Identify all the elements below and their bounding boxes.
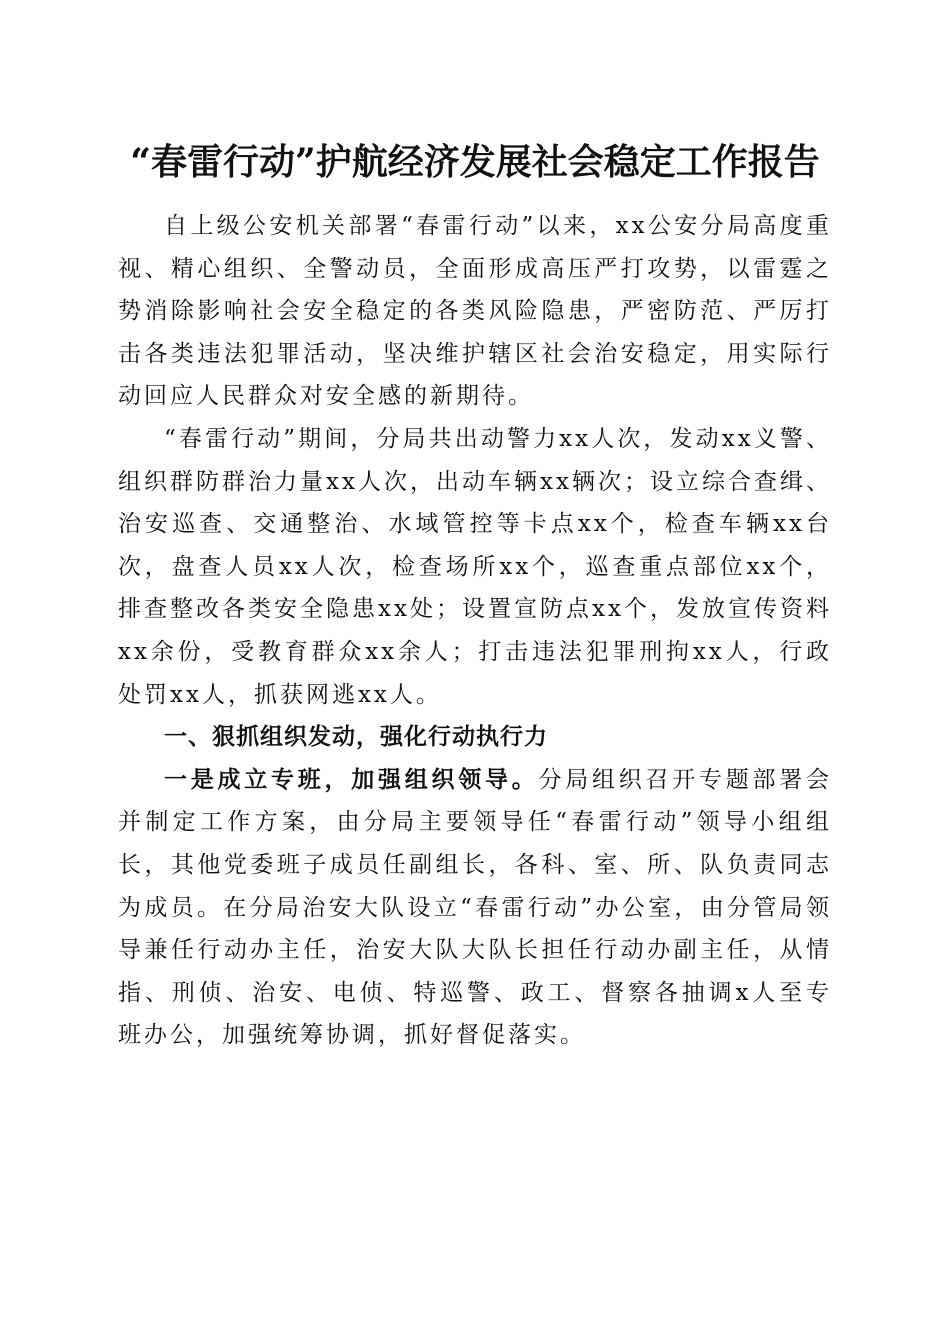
section-1-item-1-text: 分局组织召开专题部署会并制定工作方案，由分局主要领导任“春雷行动”领导小组组长，其他党委班子成员任副组长，各科、室、所、队负责同志为成员。在分局治安大队设立“春雷行动”办公室，由分管局领导兼任行动办主任，治安大队大队长担任行动办副主任，从情指、刑侦、治安、电侦、特巡警、政工、督察各抽调x人至专班办公，加强统筹协调，抓好督促落实。 <box>118 766 832 1049</box>
section-heading-1: 一、狠抓组织发动，强化行动执行力 <box>164 724 548 751</box>
intro-paragraph: 自上级公安机关部署“春雷行动”以来，xx公安分局高度重视、精心组织、全警动员，全面形成高压严打攻势，以雷霆之势消除影响社会安全稳定的各类风险隐患，严密防范、严厉打击各类违法犯罪活动，坚决维护辖区社会治安稳定，用实际行动回应人民群众对安全感的新期待。 <box>118 213 832 410</box>
statistics-paragraph: “春雷行动”期间，分局共出动警力xx人次，发动xx义警、组织群防群治力量xx人次，出动车辆xx辆次；设立综合查缉、治安巡查、交通整治、水域管控等卡点xx个，检查车辆xx台次，盘查人员xx人次，检查场所xx个，巡查重点部位xx个，排查整改各类安全隐患xx处；设置宣防点xx个，发放宣传资料xx余份，受教育群众xx余人；打击违法犯罪刑拘xx人，行政处罚xx人，抓获网逃xx人。 <box>118 425 832 708</box>
section-1-item-1-paragraph <box>118 759 832 1057</box>
document-title: “春雷行动”护航经济发展社会稳定工作报告 <box>130 141 820 183</box>
document-body <box>118 205 832 1057</box>
section-1-item-1-lead: 一是成立专班，加强组织领导。 <box>164 765 539 793</box>
